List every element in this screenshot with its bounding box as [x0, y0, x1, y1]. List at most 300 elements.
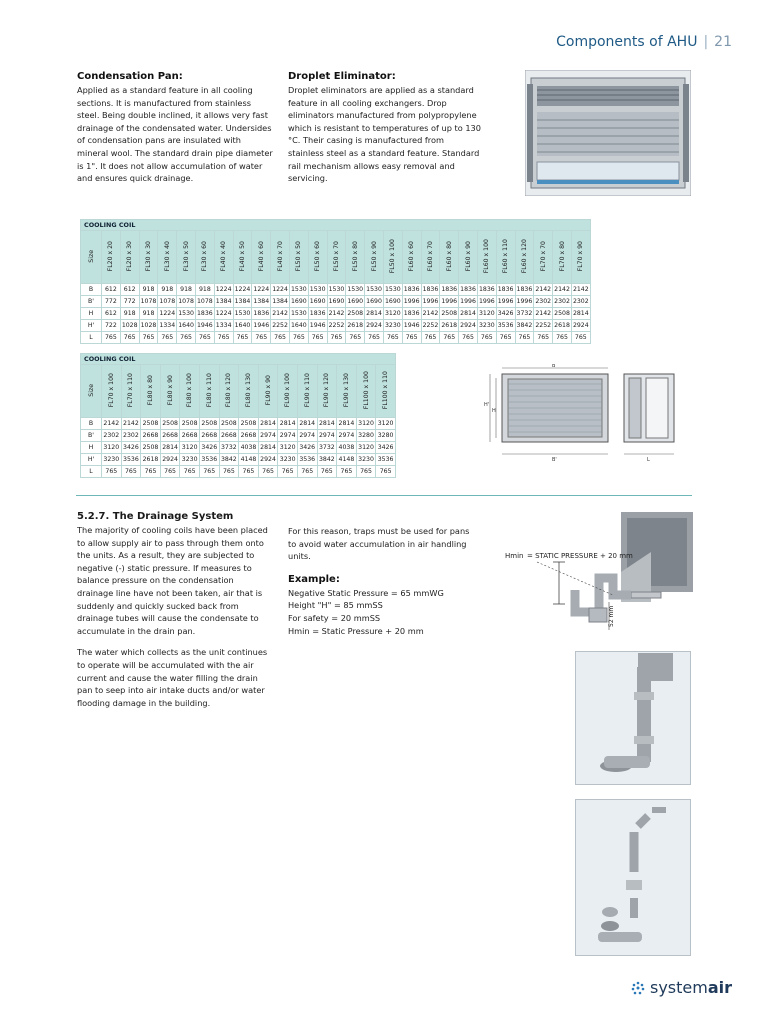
table-cell: 1078: [177, 296, 196, 308]
header-separator: |: [703, 34, 709, 50]
table-cell: 2302: [102, 430, 122, 442]
page-number: 21: [714, 34, 732, 50]
table-cell: 2508: [346, 308, 365, 320]
table-cell: 765: [102, 332, 121, 344]
table-cell: 3842: [219, 454, 239, 466]
table-cell: 3842: [317, 454, 337, 466]
logo-mark-icon: [630, 980, 646, 996]
table-cell: 3120: [356, 418, 376, 430]
table-cell: 1946: [195, 320, 214, 332]
table-cell: 3120: [102, 442, 122, 454]
condensation-title: Condensation Pan:: [77, 71, 183, 82]
table-cell: 1530: [177, 308, 196, 320]
column-header: FL40 x 60: [252, 231, 271, 284]
table-cell: 765: [327, 332, 346, 344]
table-cell: 612: [102, 308, 121, 320]
table-cell: 2508: [219, 418, 239, 430]
table-cell: 765: [365, 332, 384, 344]
dim-l-label: L: [647, 457, 650, 463]
table-cell: 765: [233, 332, 252, 344]
table-cell: 2668: [141, 430, 161, 442]
table-cell: 2924: [571, 320, 590, 332]
table-cell: 1530: [383, 284, 402, 296]
table-cell: 2252: [421, 320, 440, 332]
table-cell: 2668: [239, 430, 259, 442]
dim-b-prime-label: B': [552, 457, 557, 463]
table-cell: 2508: [160, 418, 180, 430]
table-cell: 1836: [496, 284, 515, 296]
example-line-2: Height "H" = 85 mmSS: [288, 600, 383, 611]
table-cell: 2814: [160, 442, 180, 454]
row-label: B': [81, 296, 102, 308]
table-cell: 765: [139, 332, 158, 344]
table-cell: 1996: [459, 296, 478, 308]
cooling-coil-table-2: [80, 353, 396, 478]
drainage-right-column: [288, 525, 476, 637]
drainage-p2: The water which collects as the unit continues to operate will be accumulated with the air current and cause the water filling the drain pan to seep into air intake ducts and/or water flooding damage in the building.: [77, 647, 268, 708]
table-cell: 3426: [376, 442, 396, 454]
table-cell: 2142: [102, 418, 122, 430]
drainage-p3: For this reason, traps must be used for pans to avoid water accumulation in air handling units.: [288, 526, 470, 562]
table-cell: 1836: [402, 308, 421, 320]
table-cell: 1946: [252, 320, 271, 332]
table-cell: 2814: [337, 418, 357, 430]
table-cell: 1224: [214, 284, 233, 296]
drainage-section: [77, 511, 271, 709]
size-header: Size: [81, 231, 102, 284]
table-cell: 918: [195, 284, 214, 296]
table-cell: 1836: [515, 284, 534, 296]
table-cell: 2618: [141, 454, 161, 466]
table-cell: 1836: [477, 284, 496, 296]
table-cell: 772: [102, 296, 121, 308]
column-header: FL80 x 130: [239, 365, 259, 418]
table-row: [81, 466, 396, 478]
table-cell: 765: [297, 466, 317, 478]
table-cell: 2618: [346, 320, 365, 332]
table-title: COOLING COIL: [81, 354, 396, 365]
logo-text-air: air: [707, 978, 732, 997]
row-label: L: [81, 466, 102, 478]
table-cell: 2668: [219, 430, 239, 442]
droplet-text: Droplet eliminators are applied as a standard feature in all cooling exchangers. Drop eliminators manufactured from polypropylene which is resistant to temperatures of up to 130 °C. Their casing is manufactured from stainless steel as a standard feature. Standard rail mechanism allows easy removal and servicing.: [288, 85, 481, 184]
drain-pipe-exploded-photo: [575, 799, 691, 956]
column-header: FL80 x 90: [160, 365, 180, 418]
table-cell: 765: [356, 466, 376, 478]
size-header: Size: [81, 365, 102, 418]
table-row: [81, 296, 591, 308]
table-cell: 1224: [214, 308, 233, 320]
table-cell: 765: [440, 332, 459, 344]
column-header: FL60 x 90: [459, 231, 478, 284]
table-cell: 3120: [383, 308, 402, 320]
table-cell: 1690: [308, 296, 327, 308]
table-cell: 765: [317, 466, 337, 478]
table-cell: 1690: [383, 296, 402, 308]
table-cell: 1384: [252, 296, 271, 308]
table-cell: 765: [195, 332, 214, 344]
table-cell: 1224: [252, 284, 271, 296]
row-label: B: [81, 284, 102, 296]
table-cell: 1690: [327, 296, 346, 308]
row-label: H': [81, 320, 102, 332]
column-header: FL90 x 100: [278, 365, 298, 418]
drain-trap-diagram: [501, 512, 693, 642]
table-cell: 2252: [327, 320, 346, 332]
table-cell: 3732: [317, 442, 337, 454]
table-cell: 1334: [158, 320, 177, 332]
row-label: H: [81, 308, 102, 320]
table-cell: 2508: [239, 418, 259, 430]
column-header: FL70 x 80: [553, 231, 572, 284]
table-cell: 2302: [571, 296, 590, 308]
column-header: FL80 x 80: [141, 365, 161, 418]
table-cell: 1836: [195, 308, 214, 320]
row-label: B': [81, 430, 102, 442]
table-cell: 3120: [477, 308, 496, 320]
table-row: [81, 308, 591, 320]
column-header: FL70 x 100: [102, 365, 122, 418]
table-cell: 3230: [477, 320, 496, 332]
table-cell: 3230: [180, 454, 200, 466]
table-cell: 2814: [365, 308, 384, 320]
table-cell: 2142: [534, 284, 553, 296]
table-cell: 765: [120, 332, 139, 344]
table-cell: 3120: [278, 442, 298, 454]
example-title: Example:: [288, 573, 340, 585]
table-cell: 765: [376, 466, 396, 478]
table-cell: 2974: [317, 430, 337, 442]
table-cell: 2924: [160, 454, 180, 466]
table-cell: 765: [477, 332, 496, 344]
table-cell: 3426: [496, 308, 515, 320]
table-cell: 765: [177, 332, 196, 344]
column-header: FL100 x 110: [376, 365, 396, 418]
table-cell: 765: [289, 332, 308, 344]
condensation-section: [77, 71, 273, 185]
column-header: FL80 x 100: [180, 365, 200, 418]
table-cell: 765: [421, 332, 440, 344]
droplet-title: Droplet Eliminator:: [288, 71, 396, 82]
table-cell: 4038: [239, 442, 259, 454]
column-header: FL20 x 30: [120, 231, 139, 284]
table-cell: 4148: [239, 454, 259, 466]
column-header: FL80 x 110: [199, 365, 219, 418]
table-cell: 3536: [199, 454, 219, 466]
example-line-4: Hmin = Static Pressure + 20 mm: [288, 625, 424, 636]
column-header: FL50 x 90: [365, 231, 384, 284]
column-header: FL90 x 90: [258, 365, 278, 418]
table-cell: 1224: [233, 284, 252, 296]
column-header: FL90 x 120: [317, 365, 337, 418]
dim-52mm: 52 mm: [608, 605, 615, 627]
table-cell: 1078: [139, 296, 158, 308]
row-label: B: [81, 418, 102, 430]
table-cell: 3230: [102, 454, 122, 466]
table-cell: 918: [158, 284, 177, 296]
table-cell: 3120: [376, 418, 396, 430]
table-cell: 765: [102, 466, 122, 478]
table-cell: 1946: [402, 320, 421, 332]
table-cell: 2668: [180, 430, 200, 442]
column-header: FL90 x 110: [297, 365, 317, 418]
table-cell: 2142: [121, 418, 141, 430]
table-cell: 1996: [477, 296, 496, 308]
column-header: FL30 x 60: [195, 231, 214, 284]
table-cell: 765: [199, 466, 219, 478]
table-cell: 1334: [214, 320, 233, 332]
table-cell: 1836: [308, 308, 327, 320]
table-cell: 612: [102, 284, 121, 296]
table-cell: 1078: [195, 296, 214, 308]
table-cell: 765: [258, 466, 278, 478]
table-row: [81, 454, 396, 466]
column-header: FL60 x 80: [440, 231, 459, 284]
table-cell: 1996: [421, 296, 440, 308]
table-cell: 3230: [383, 320, 402, 332]
column-header: FL50 x 100: [383, 231, 402, 284]
table-row: [81, 320, 591, 332]
table-cell: 2252: [534, 320, 553, 332]
table-cell: 2814: [459, 308, 478, 320]
table-cell: 2974: [258, 430, 278, 442]
table-cell: 3280: [376, 430, 396, 442]
table-cell: 2668: [160, 430, 180, 442]
table-cell: 2302: [553, 296, 572, 308]
table-cell: 2618: [440, 320, 459, 332]
table-cell: 765: [459, 332, 478, 344]
table-cell: 1996: [515, 296, 534, 308]
table-cell: 918: [139, 308, 158, 320]
table-cell: 1384: [233, 296, 252, 308]
drain-pipe-photo-1: [575, 651, 691, 785]
table-cell: 765: [553, 332, 572, 344]
table-cell: 2508: [440, 308, 459, 320]
table-cell: 3426: [121, 442, 141, 454]
table-cell: 2814: [571, 308, 590, 320]
table-cell: 3732: [219, 442, 239, 454]
table-cell: 722: [102, 320, 121, 332]
column-header: FL50 x 60: [308, 231, 327, 284]
table-cell: 765: [121, 466, 141, 478]
table-cell: 765: [571, 332, 590, 344]
column-header: FL40 x 40: [214, 231, 233, 284]
table-cell: 3536: [376, 454, 396, 466]
table-cell: 2252: [271, 320, 290, 332]
table-cell: 2142: [421, 308, 440, 320]
column-header: FL40 x 70: [271, 231, 290, 284]
table-cell: 2924: [459, 320, 478, 332]
section-divider: [76, 495, 692, 496]
table-cell: 3280: [356, 430, 376, 442]
table-cell: 2302: [534, 296, 553, 308]
column-header: FL60 x 110: [496, 231, 515, 284]
table-cell: 765: [141, 466, 161, 478]
table-cell: 1530: [289, 284, 308, 296]
row-label: L: [81, 332, 102, 344]
table-cell: 2508: [553, 308, 572, 320]
table-cell: 1836: [421, 284, 440, 296]
table-row: [81, 418, 396, 430]
table-cell: 1224: [158, 308, 177, 320]
table-cell: 3536: [121, 454, 141, 466]
table-cell: 4148: [337, 454, 357, 466]
column-header: FL70 x 90: [571, 231, 590, 284]
table-cell: 2302: [121, 430, 141, 442]
logo-text-system: system: [649, 978, 708, 997]
column-header: FL30 x 30: [139, 231, 158, 284]
table-cell: 2508: [141, 442, 161, 454]
table-cell: 772: [120, 296, 139, 308]
column-header: FL70 x 70: [534, 231, 553, 284]
table-cell: 2814: [297, 418, 317, 430]
table-cell: 2814: [317, 418, 337, 430]
table-cell: 2142: [571, 284, 590, 296]
example-line-1: Negative Static Pressure = 65 mmWG: [288, 587, 444, 598]
table-cell: 3230: [278, 454, 298, 466]
table-cell: 2974: [297, 430, 317, 442]
table-cell: 3426: [199, 442, 219, 454]
table-cell: 1996: [440, 296, 459, 308]
table-cell: 765: [496, 332, 515, 344]
table-cell: 1530: [327, 284, 346, 296]
table-cell: 1530: [346, 284, 365, 296]
table-cell: 612: [120, 284, 139, 296]
table-cell: 765: [402, 332, 421, 344]
hmin-label: Hmin: [505, 552, 524, 560]
table-cell: 765: [337, 466, 357, 478]
column-header: FL40 x 50: [233, 231, 252, 284]
row-label: H': [81, 454, 102, 466]
droplet-section: [288, 71, 482, 185]
table-cell: 3536: [297, 454, 317, 466]
dim-h-label: H: [492, 408, 496, 414]
table-cell: 3732: [515, 308, 534, 320]
table-cell: 3120: [180, 442, 200, 454]
column-header: FL20 x 20: [102, 231, 121, 284]
table-cell: 765: [219, 466, 239, 478]
table-cell: 1530: [308, 284, 327, 296]
table-cell: 1690: [346, 296, 365, 308]
table-cell: 1640: [233, 320, 252, 332]
table-cell: 1384: [214, 296, 233, 308]
table-cell: 765: [278, 466, 298, 478]
table-cell: 1836: [459, 284, 478, 296]
systemair-logo: [630, 978, 732, 997]
column-header: FL100 x 100: [356, 365, 376, 418]
table-cell: 765: [252, 332, 271, 344]
example-line-3: For safety = 20 mmSS: [288, 612, 381, 623]
table-cell: 1690: [289, 296, 308, 308]
table-row: [81, 332, 591, 344]
table-cell: 2142: [271, 308, 290, 320]
drainage-p1: The majority of cooling coils have been placed to allow supply air to pass through them onto the units. As a result, they are subjected to negative (-) static pressure. If measures to balance pressure on the condensation drainage line have not been taken, air that is suddenly and quickly sucked back from drainage tubes will cause the condensate to accumulate in the drain pan.: [77, 525, 268, 636]
table-row: [81, 442, 396, 454]
cooling-coil-diagram: [484, 364, 694, 464]
table-row: [81, 430, 396, 442]
column-header: FL90 x 130: [337, 365, 357, 418]
table-cell: 3426: [297, 442, 317, 454]
table-cell: 765: [515, 332, 534, 344]
table-cell: 2142: [553, 284, 572, 296]
table-cell: 918: [177, 284, 196, 296]
column-header: FL70 x 110: [121, 365, 141, 418]
hmin-formula: = STATIC PRESSURE + 20 mm: [527, 552, 633, 560]
table-cell: 918: [139, 284, 158, 296]
table-cell: 3536: [496, 320, 515, 332]
table-cell: 2508: [199, 418, 219, 430]
column-header: FL60 x 60: [402, 231, 421, 284]
table-cell: 1996: [496, 296, 515, 308]
column-header: FL30 x 50: [177, 231, 196, 284]
table-cell: 3120: [356, 442, 376, 454]
table-cell: 1530: [233, 308, 252, 320]
table-cell: 1028: [120, 320, 139, 332]
table-cell: 4038: [337, 442, 357, 454]
page-header: [556, 34, 732, 50]
table-cell: 1028: [139, 320, 158, 332]
table-cell: 2508: [141, 418, 161, 430]
table-cell: 765: [158, 332, 177, 344]
table-cell: 1836: [252, 308, 271, 320]
table-cell: 1640: [177, 320, 196, 332]
table-cell: 1078: [158, 296, 177, 308]
table-cell: 2814: [278, 418, 298, 430]
table-cell: 2814: [258, 418, 278, 430]
column-header: FL80 x 120: [219, 365, 239, 418]
table-cell: 2924: [258, 454, 278, 466]
table-cell: 2974: [337, 430, 357, 442]
table-cell: 2974: [278, 430, 298, 442]
dim-b-label: B: [552, 364, 556, 369]
table-cell: 765: [160, 466, 180, 478]
table-cell: 1836: [402, 284, 421, 296]
table-cell: 1530: [289, 308, 308, 320]
table-cell: 3230: [356, 454, 376, 466]
drainage-title: 5.2.7. The Drainage System: [77, 511, 234, 522]
table-cell: 2668: [199, 430, 219, 442]
column-header: FL60 x 100: [477, 231, 496, 284]
table-cell: 918: [120, 308, 139, 320]
dim-h-prime-label: H': [484, 402, 490, 408]
table-cell: 3842: [515, 320, 534, 332]
table-cell: 2924: [365, 320, 384, 332]
table-cell: 2142: [327, 308, 346, 320]
table-cell: 1836: [440, 284, 459, 296]
table-cell: 1640: [289, 320, 308, 332]
column-header: FL60 x 70: [421, 231, 440, 284]
table-cell: 2508: [180, 418, 200, 430]
table-cell: 765: [271, 332, 290, 344]
table-cell: 2142: [534, 308, 553, 320]
cooling-coil-table-1: [80, 219, 591, 344]
table-cell: 765: [383, 332, 402, 344]
condensation-text: Applied as a standard feature in all cooling sections. It is manufactured from stainless steel. Being double inclined, it allows very fast drainage of the condensated water. Undersides of condensation pans are insulated with mineral wool. The standard drain pipe diameter is 1". It does not allow accumulation of water and ensures quick drainage.: [77, 85, 273, 184]
column-header: FL50 x 80: [346, 231, 365, 284]
table-cell: 1996: [402, 296, 421, 308]
table-cell: 765: [214, 332, 233, 344]
droplet-eliminator-image: [525, 70, 691, 196]
table-cell: 1946: [308, 320, 327, 332]
table-cell: 765: [308, 332, 327, 344]
table-cell: 765: [180, 466, 200, 478]
column-header: FL50 x 70: [327, 231, 346, 284]
table-cell: 765: [534, 332, 553, 344]
table-cell: 1530: [365, 284, 384, 296]
column-header: FL60 x 120: [515, 231, 534, 284]
table-cell: 1384: [271, 296, 290, 308]
table-cell: 765: [346, 332, 365, 344]
